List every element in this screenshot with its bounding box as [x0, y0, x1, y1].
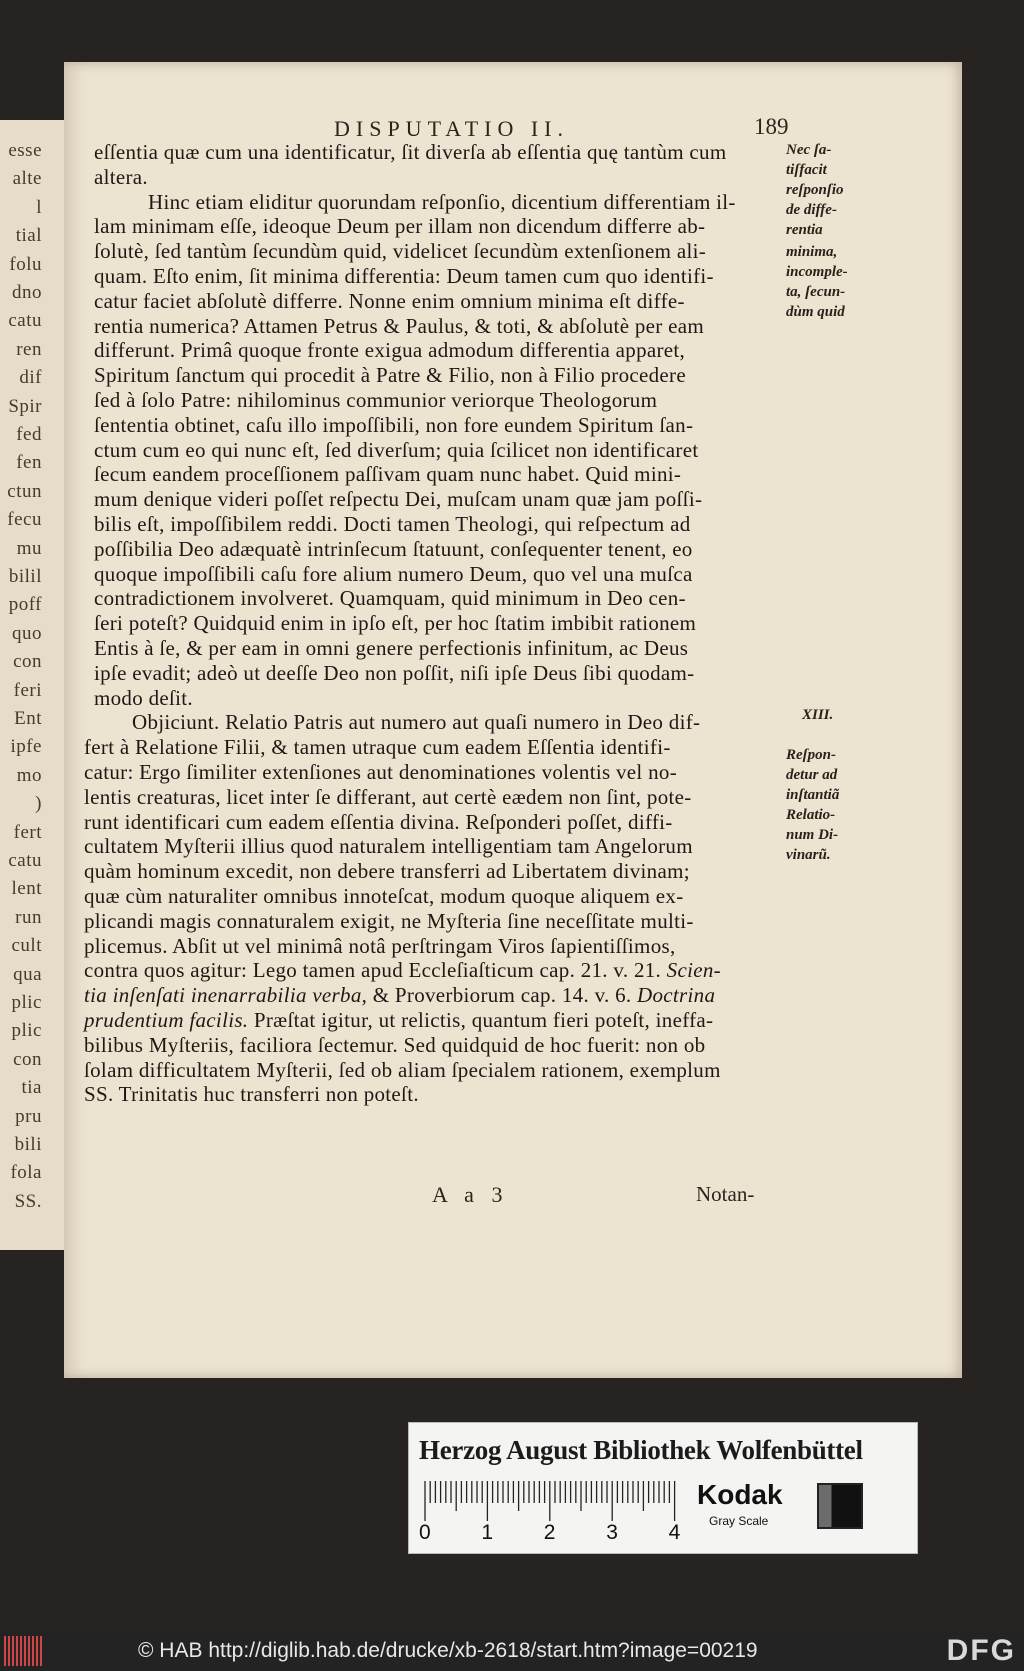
- running-title: DISPUTATIO II.: [334, 116, 570, 141]
- left-page-fragment: fecu: [7, 509, 42, 531]
- margin-note: tiſfacit: [786, 162, 827, 178]
- text-line: altera.: [94, 164, 148, 189]
- italic-fragment: Doctrina: [637, 983, 716, 1008]
- left-page-fragment: lent: [11, 878, 42, 900]
- left-page-fragment: run: [15, 906, 42, 928]
- left-page-fragment: qua: [13, 963, 42, 985]
- text-line: ſententia obtinet, caſu illo impoſſibili, non fore eundem Spiritum ſan-: [94, 412, 694, 437]
- left-page-fragment: tial: [15, 225, 42, 247]
- margin-note: detur ad: [786, 767, 838, 783]
- left-page-fragment: mu: [16, 537, 42, 559]
- text-line: ctum cum eo qui nunc eſt, ſed diverſum; quia ſcilicet non identificaret: [94, 437, 699, 462]
- catchword: Notan-: [696, 1182, 755, 1206]
- text-line: plicandi magis connaturalem exigit, ne Myſteria ſine neceſſitate multi-: [84, 908, 694, 933]
- text-line: ſolam difficultatem Myſterii, ſed ob aliam ſpecialem rationem, exemplum: [84, 1057, 721, 1082]
- margin-note: num Di-: [786, 827, 839, 843]
- text-line: runt identificari cum eadem eſſentia divina. Reſponderi poſſet, diffi-: [84, 809, 673, 834]
- left-page-fragment: feri: [13, 679, 42, 701]
- text-line: catur: Ergo ſimiliter extenſiones aut denominationes volentis vel no-: [84, 760, 678, 784]
- text-line: tia inſenſati inenarrabilia verba, & Proverbiorum cap. 14. v. 6. Doctrina: [84, 983, 716, 1008]
- margin-note: vinarũ.: [786, 847, 831, 863]
- ruler-number: 4: [668, 1521, 681, 1544]
- left-page-fragment: fen: [16, 452, 42, 474]
- color-reference-card: [408, 1422, 918, 1554]
- margin-note: incomple-: [786, 264, 848, 280]
- dfg-logo: DFG: [946, 1634, 1016, 1667]
- left-page-fragment-strip: [0, 120, 64, 1250]
- left-page-fragment: l: [36, 196, 42, 218]
- kodak-logo: Kodak: [697, 1479, 783, 1510]
- text-line: ſecum eandem proceſſionem paſſivam quam nunc habet. Quid mini-: [94, 462, 682, 487]
- text-line: ſeri poteſt? Quidquid enim in ipſo eſt, per hoc ſtatim imbibit rationem: [94, 611, 697, 636]
- left-page-fragment: cult: [11, 935, 42, 957]
- ruler-number: 2: [543, 1521, 556, 1544]
- text-line: Objiciunt. Relatio Patris aut numero aut quaſi numero in Deo dif-: [132, 710, 701, 735]
- text-line: plicemus. Abſit ut vel minimâ notâ perſtringam Viros ſapientiſſimos,: [84, 933, 676, 958]
- margin-note: XIII.: [802, 707, 834, 723]
- italic-fragment: prudentium facilis.: [84, 1008, 249, 1032]
- text-line: lam minimam eſſe, ideoque Deum per illam non dicendum differre ab-: [94, 214, 706, 239]
- ruler-number: 3: [606, 1521, 618, 1544]
- text-line: Entis à ſe, & per eam in omni genere perfectionis infinitum, ac Deus: [94, 636, 689, 660]
- text-line: differunt. Primâ quoque fronte exigua admodum differentia apparet,: [94, 338, 686, 363]
- left-page-fragment: tia: [21, 1077, 42, 1099]
- left-page-fragment: Spir: [8, 395, 42, 417]
- text-line: cultatem Myſterii illius quod naturalem intelligentiam tam Angelorum: [84, 834, 693, 859]
- kodak-subtitle: Gray Scale: [709, 1514, 769, 1528]
- text-line: fert à Relatione Filii, & tamen utraque cum eadem Eſſentia identifi-: [84, 735, 671, 760]
- left-page-fragment: ren: [16, 338, 42, 360]
- gray-swatch: [817, 1483, 863, 1529]
- text-line: rentia numerica? Attamen Petrus & Paulus, & toti, & abſolutè per eam: [94, 313, 704, 338]
- left-page-fragment: bili: [14, 1134, 42, 1155]
- left-page-fragment: fert: [13, 821, 42, 843]
- barcode-icon: [4, 1636, 44, 1666]
- text-line: prudentium facilis. Præſtat igitur, ut relictis, quantum fieri poteſt, ineffa-: [84, 1008, 714, 1032]
- left-page-fragment: quo: [12, 622, 42, 644]
- text-line: poſſibilia Deo adæquatè intrinſecum ſtatuunt, conſequenter tenent, eo: [94, 536, 693, 561]
- left-page-fragment: bilil: [8, 566, 42, 587]
- left-page-fragment: con: [13, 651, 42, 673]
- left-page-fragment: dno: [12, 282, 42, 303]
- margin-note: reſponſio: [786, 182, 844, 198]
- text-line: ipſe evadit; adeò ut deeſſe Deo non poſſit, niſi ipſe Deus ſibi quodam-: [94, 660, 695, 685]
- margin-note: minima,: [786, 244, 838, 260]
- footer-credit-link[interactable]: © HAB http://diglib.hab.de/drucke/xb-2618/start.htm?image=00219: [138, 1639, 758, 1662]
- text-line: bilibus Myſteriis, faciliora ſectemur. Sed quidquid de hoc fuerit: non ob: [84, 1032, 706, 1057]
- left-page-fragment: catu: [8, 850, 42, 871]
- left-page-fragment: plic: [11, 1020, 42, 1042]
- page-number: 189: [754, 114, 789, 139]
- text-line: contradictionem involveret. Quamquam, quid minimum in Deo cen-: [94, 586, 686, 611]
- left-page-fragment: ): [35, 793, 42, 815]
- text-line: SS. Trinitatis huc transferri non poteſt.: [84, 1082, 419, 1107]
- margin-note: de diffe-: [786, 202, 837, 218]
- left-page-fragment: poff: [8, 594, 42, 616]
- text-line: eſſentia quæ cum una identificatur, ſit diverſa ab eſſentia quę tantùm cum: [94, 140, 727, 164]
- ruler-number: 0: [419, 1521, 431, 1544]
- left-page-fragment: con: [13, 1048, 42, 1070]
- left-page-fragment: alte: [12, 168, 42, 190]
- text-line: quoque impoſſibili caſu fore alium numero Deum, quo vel una muſca: [94, 561, 693, 586]
- italic-fragment: tia inſenſati inenarrabilia verba: [84, 983, 362, 1008]
- left-page-fragment: dif: [19, 367, 42, 389]
- left-page-fragment: catu: [8, 310, 42, 332]
- library-name: Herzog August Bibliothek Wolfenbüttel: [419, 1435, 863, 1465]
- text-line: Spiritum ſanctum qui procedit à Patre & Filio, non à Filio procedere: [94, 363, 686, 388]
- text-line: bilis eſt, impoſſibilem reddi. Docti tamen Theologi, qui reſpectum ad: [94, 512, 691, 536]
- margin-note: Nec ſa-: [786, 142, 832, 158]
- text-line: quam. Eſto enim, ſit minima differentia: Deum tamen cum quo identifi-: [94, 264, 714, 288]
- margin-note: dùm quid: [786, 304, 845, 320]
- footer-bar: [0, 1632, 1024, 1671]
- text-line: lentis creaturas, licet inter ſe differant, aut certè eædem non ſint, pote-: [84, 784, 692, 809]
- margin-note: inſtantiã: [786, 787, 840, 803]
- left-page-fragment: plic: [11, 992, 42, 1013]
- text-line: modo deſit.: [94, 685, 193, 710]
- book-page: [64, 62, 962, 1378]
- margin-note: rentia: [786, 222, 823, 238]
- text-line: contra quos agitur: Lego tamen apud Eccleſiaſticum cap. 21. v. 21. Scien-: [84, 958, 721, 983]
- left-page-fragment: fed: [16, 424, 42, 445]
- left-page-fragment: mo: [16, 764, 42, 786]
- left-page-fragment: ipfe: [10, 736, 42, 758]
- left-page-fragment: ctun: [7, 480, 42, 502]
- left-page-fragment: Ent: [14, 708, 42, 729]
- ruler-scale: [423, 1479, 683, 1523]
- text-line: quæ cùm naturaliter omnibus innoteſcat, modum quoque aliquem ex-: [84, 884, 684, 908]
- margin-note: Relatio-: [786, 807, 836, 823]
- italic-fragment: Scien-: [661, 958, 721, 983]
- left-page-fragment: folu: [9, 253, 42, 275]
- left-page-fragment: esse: [8, 140, 42, 161]
- text-line: quàm hominum excedit, non debere transferri ad Libertatem divinam;: [84, 859, 690, 884]
- left-page-fragment: fola: [10, 1162, 42, 1184]
- left-page-fragment: pru: [15, 1105, 42, 1127]
- text-line: ſed à ſolo Patre: nihilominus communior veriorque Theologorum: [94, 388, 658, 412]
- margin-note: Reſpon-: [786, 747, 836, 763]
- text-line: Hinc etiam eliditur quorundam reſponſio, dicentium differentiam il-: [148, 189, 736, 214]
- margin-note: ta, ſecun-: [786, 284, 846, 300]
- signature-mark: A a 3: [432, 1182, 509, 1207]
- text-line: catur faciet abſolutè differre. Nonne enim omnium minima eſt diffe-: [94, 288, 685, 313]
- left-page-fragment: SS.: [14, 1190, 42, 1212]
- ruler-number: 1: [481, 1521, 494, 1544]
- text-line: mum denique videri poſſet reſpectu Dei, muſcam unam quæ jam poſſi-: [94, 487, 703, 512]
- text-line: ſolutè, ſed tantùm ſecundùm quid, videlicet ſecundùm extenſionem ali-: [94, 239, 707, 264]
